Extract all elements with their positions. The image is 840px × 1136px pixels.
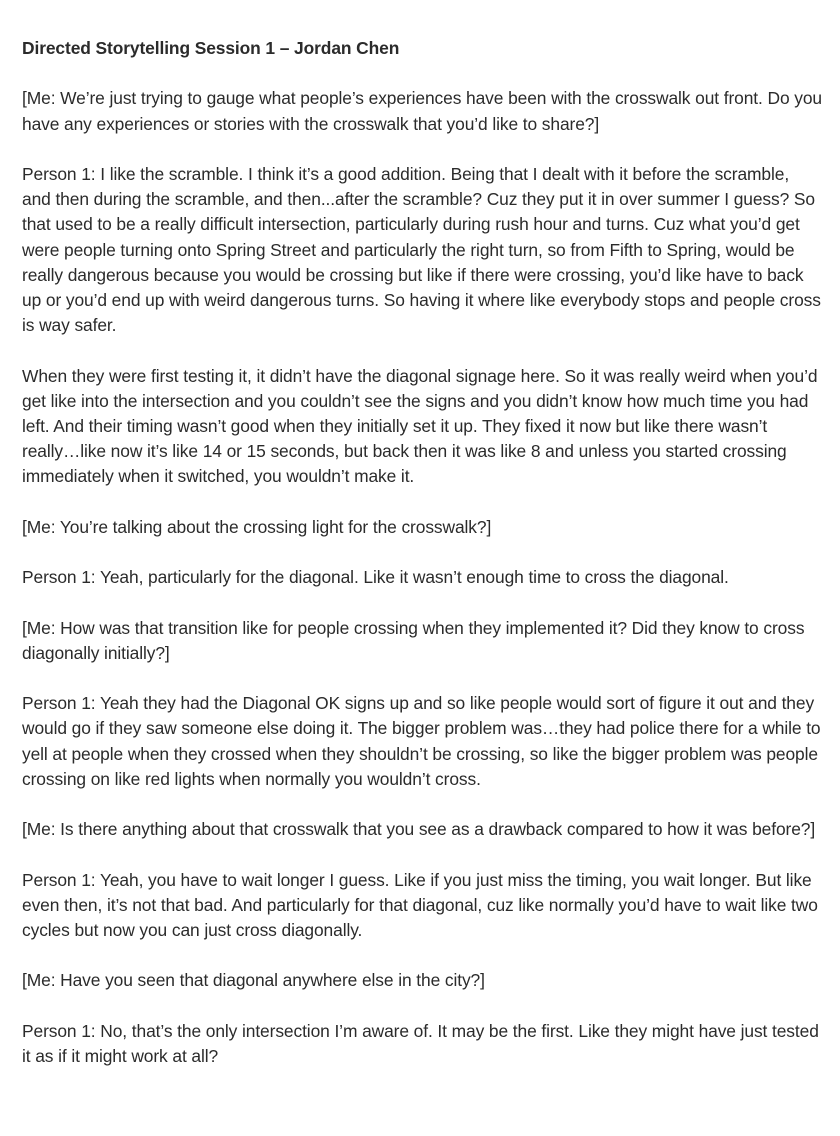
person-response-diagonal-time: Person 1: Yeah, particularly for the diagonal. Like it wasn’t enough time to cross the diagonal. <box>22 567 729 588</box>
person-response-wait: Person 1: Yeah, you have to wait longer I guess. Like if you just miss the timing, you wait longer. But like even then, it’s not that bad. And particularly for that diagonal, cuz like normally you’d have to wait like two cycles but now you can just cross diagonally. <box>22 869 818 940</box>
interviewer-question-drawback: [Me: Is there anything about that crosswalk that you see as a drawback compared to how it was before?] <box>22 819 816 840</box>
interviewer-question-transition: [Me: How was that transition like for people crossing when they implemented it? Did they know to cross diagonally initially?] <box>22 617 805 663</box>
interviewer-question-crossing-light: [Me: You’re talking about the crossing light for the crosswalk?] <box>22 516 492 537</box>
person-response-only-intersection: Person 1: No, that’s the only intersection I’m aware of. It may be the first. Like they might have just tested it as if it might work at all? <box>22 1020 819 1066</box>
interviewer-question-intro: [Me: We’re just trying to gauge what people’s experiences have been with the crosswalk out front. Do you have any experiences or stories with the crosswalk that you’d like to share?] <box>22 88 822 134</box>
person-response-scramble: Person 1: I like the scramble. I think it’s a good addition. Being that I dealt with it before the scramble, and then during the scramble, and then...after the scramble? Cuz they put it in over summer I guess? So that used to be a really difficult intersection, particularly during rush hour and turns. Cuz what you’d get were people turning onto Spring Street and particularly the right turn, so from Fifth to Spring, would be really dangerous because you would be crossing but like if there were crossing, you’d like have to back up or you’d end up with weird dangerous turns. So having it where like everybody stops and people cross is way safer. <box>22 163 821 336</box>
interviewer-question-elsewhere: [Me: Have you seen that diagonal anywhere else in the city?] <box>22 970 485 991</box>
document-title: Directed Storytelling Session 1 – Jordan Chen <box>22 38 400 58</box>
person-response-signs: Person 1: Yeah they had the Diagonal OK signs up and so like people would sort of figure it out and they would go if they saw someone else doing it. The bigger problem was…they had police there for a while to yell at people when they crossed when they shouldn’t be crossing, so like the bigger problem was people crossing on like red lights when normally you wouldn’t cross. <box>22 693 821 789</box>
person-response-testing: When they were first testing it, it didn’t have the diagonal signage here. So it was really weird when you’d get like into the intersection and you couldn’t see the signs and you didn’t know how much time you had left. And their timing wasn’t good when they initially set it up. They fixed it now but like there wasn’t really…like now it’s like 14 or 15 seconds, but back then it was like 8 and unless you started crossing immediately when it switched, you wouldn’t make it. <box>22 365 818 487</box>
